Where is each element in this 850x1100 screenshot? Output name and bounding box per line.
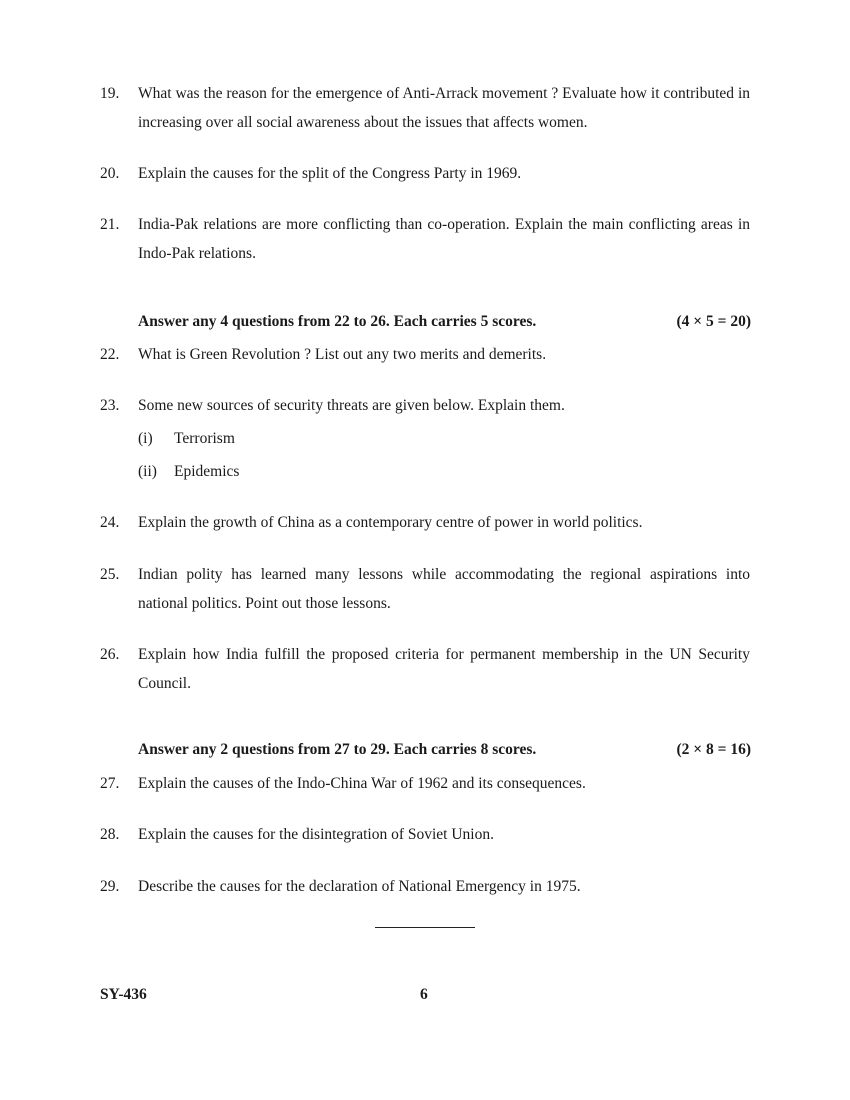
question-27 [100, 769, 750, 798]
question-number: 20. [100, 165, 120, 182]
sub-item-ii [138, 457, 239, 486]
question-number: 22. [100, 346, 120, 363]
section-c-instruction [138, 735, 751, 764]
question-text: Explain the growth of China as a contemporary centre of power in world politics. [138, 514, 643, 531]
instruction-text: Answer any 2 questions from 27 to 29. Each carries 8 scores. [138, 741, 537, 758]
question-23 [100, 391, 750, 420]
marks-allocation: (2 × 8 = 16) [676, 741, 751, 758]
question-21 [100, 210, 750, 268]
end-divider [375, 927, 475, 928]
question-number: 27. [100, 775, 120, 792]
question-text: Indian polity has learned many lessons while accommodating the regional aspirations into national politics. Point out those lessons. [138, 566, 750, 612]
question-number: 21. [100, 216, 120, 233]
question-text: Explain the causes for the disintegration of Soviet Union. [138, 826, 494, 843]
question-text: Some new sources of security threats are given below. Explain them. [138, 397, 565, 414]
marks-allocation: (4 × 5 = 20) [676, 313, 751, 330]
question-number: 24. [100, 514, 120, 531]
question-text: Explain the causes of the Indo-China War of 1962 and its consequences. [138, 775, 586, 792]
sub-item-i [138, 424, 235, 453]
section-b-instruction [138, 307, 751, 336]
page-number: 6 [420, 986, 428, 1003]
question-number: 26. [100, 646, 120, 663]
instruction-text: Answer any 4 questions from 22 to 26. Each carries 5 scores. [138, 313, 537, 330]
question-text: Explain the causes for the split of the Congress Party in 1969. [138, 165, 522, 182]
sub-item-text: Terrorism [174, 430, 235, 447]
question-text: What was the reason for the emergence of Anti-Arrack movement ? Evaluate how it contributed in increasing over all social awareness about the issues that affects women. [138, 85, 750, 131]
question-25 [100, 560, 750, 618]
question-28 [100, 820, 750, 849]
sub-item-number: (i) [138, 430, 153, 447]
question-text: Explain how India fulfill the proposed criteria for permanent membership in the UN Security Council. [138, 646, 750, 692]
question-text: What is Green Revolution ? List out any two merits and demerits. [138, 346, 547, 363]
question-22 [100, 340, 750, 369]
sub-item-number: (ii) [138, 463, 157, 480]
question-number: 19. [100, 85, 120, 102]
question-26 [100, 640, 750, 698]
question-number: 25. [100, 566, 120, 583]
question-text: India-Pak relations are more conflicting than co-operation. Explain the main conflicting areas in Indo-Pak relations. [138, 216, 750, 262]
question-number: 28. [100, 826, 120, 843]
question-text: Describe the causes for the declaration of National Emergency in 1975. [138, 878, 581, 895]
question-29 [100, 872, 750, 901]
question-20 [100, 159, 750, 188]
paper-code: SY-436 [100, 986, 147, 1003]
question-19 [100, 79, 750, 137]
question-24 [100, 508, 750, 537]
question-number: 23. [100, 397, 120, 414]
sub-item-text: Epidemics [174, 463, 240, 480]
question-number: 29. [100, 878, 120, 895]
